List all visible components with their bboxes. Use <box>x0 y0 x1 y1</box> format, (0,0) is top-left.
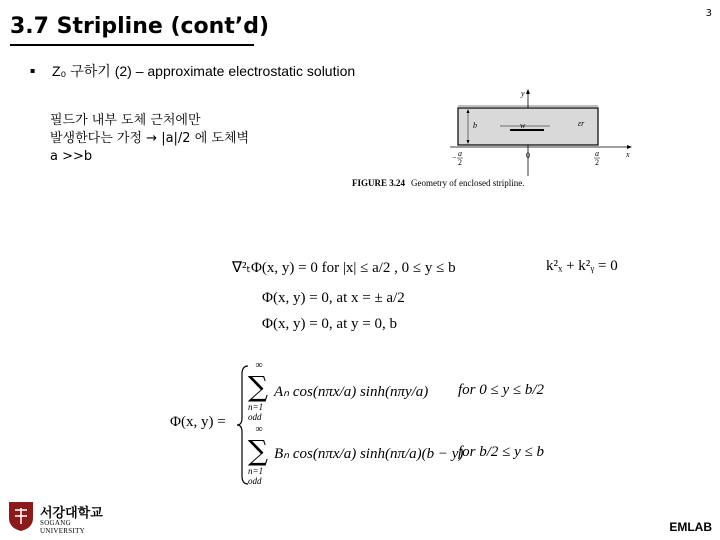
term-1: Aₙ cos(nπx/a) sinh(nπy/a) <box>274 384 429 400</box>
y-axis-arrow <box>526 89 530 94</box>
boundary-condition-y: Φ(x, y) = 0, at y = 0, b <box>262 316 397 332</box>
bullet-icon: ▪ <box>30 66 36 75</box>
university-logo <box>6 500 116 534</box>
subtitle: Z₀ 구하기 (2) – approximate electrostatic solution <box>52 63 356 79</box>
origin-label: 0 <box>526 151 530 160</box>
sum1-upper: ∞ <box>255 360 263 371</box>
sum2-sigma-icon: ∑ <box>248 434 268 467</box>
slide-title: 3.7 Stripline (cont’d) <box>10 14 270 39</box>
laplace-equation: ∇²ₜΦ(x, y) = 0 for |x| ≤ a/2 , 0 ≤ y ≤ b <box>232 260 456 276</box>
right-tick-num: a <box>595 149 599 158</box>
left-minus: − <box>452 153 457 162</box>
enclosure <box>458 108 598 145</box>
x-axis-arrow <box>627 145 632 149</box>
note-line-1: 필드가 내부 도체 근처에만 <box>50 113 201 128</box>
stripline-geometry-figure <box>440 86 640 190</box>
figure-caption <box>352 178 524 188</box>
term-2: Bₙ cos(nπx/a) sinh(nπ/a)(b − y) <box>274 446 464 462</box>
phi-lhs: Φ(x, y) = <box>170 414 226 430</box>
right-tick-den: 2 <box>595 158 599 167</box>
university-name-korean: 서강대학교 <box>40 506 103 521</box>
university-name-english: SOGANG UNIVERSITY <box>40 519 85 535</box>
page-number: 3 <box>705 8 712 19</box>
er-label: εr <box>578 119 585 128</box>
sum1-lower: n=1 <box>248 402 264 412</box>
sum1-sigma-icon: ∑ <box>248 370 268 403</box>
note-line-2: 발생한다는 가정 → |a|/2 에 도체벽 <box>50 131 250 146</box>
left-tick-num: a <box>458 149 462 158</box>
condition-1: for 0 ≤ y ≤ b/2 <box>458 382 545 398</box>
condition-2: for b/2 ≤ y ≤ b <box>458 444 545 460</box>
y-axis-label: y <box>521 89 525 98</box>
wavenumber-equation: k²ₓ + k²ᵧ = 0 <box>546 258 618 274</box>
figure-caption-label: FIGURE 3.24 <box>352 178 406 188</box>
left-tick-den: 2 <box>458 158 462 167</box>
lab-name: EMLAB <box>669 520 712 534</box>
title-underline <box>10 44 254 46</box>
sum2-lower: n=1 <box>248 466 264 476</box>
note-line-3: a >>b <box>50 149 93 164</box>
w-label: w <box>520 121 526 130</box>
shield-icon <box>6 500 36 532</box>
b-label: b <box>473 121 477 130</box>
x-axis-label: x <box>626 150 630 159</box>
figure-caption-text: Geometry of enclosed stripline. <box>411 178 525 188</box>
sum2-lower-odd: odd <box>248 476 262 486</box>
sum2-upper: ∞ <box>255 424 263 435</box>
sum1-lower-odd: odd <box>248 412 262 422</box>
boundary-condition-x: Φ(x, y) = 0, at x = ± a/2 <box>262 290 405 306</box>
